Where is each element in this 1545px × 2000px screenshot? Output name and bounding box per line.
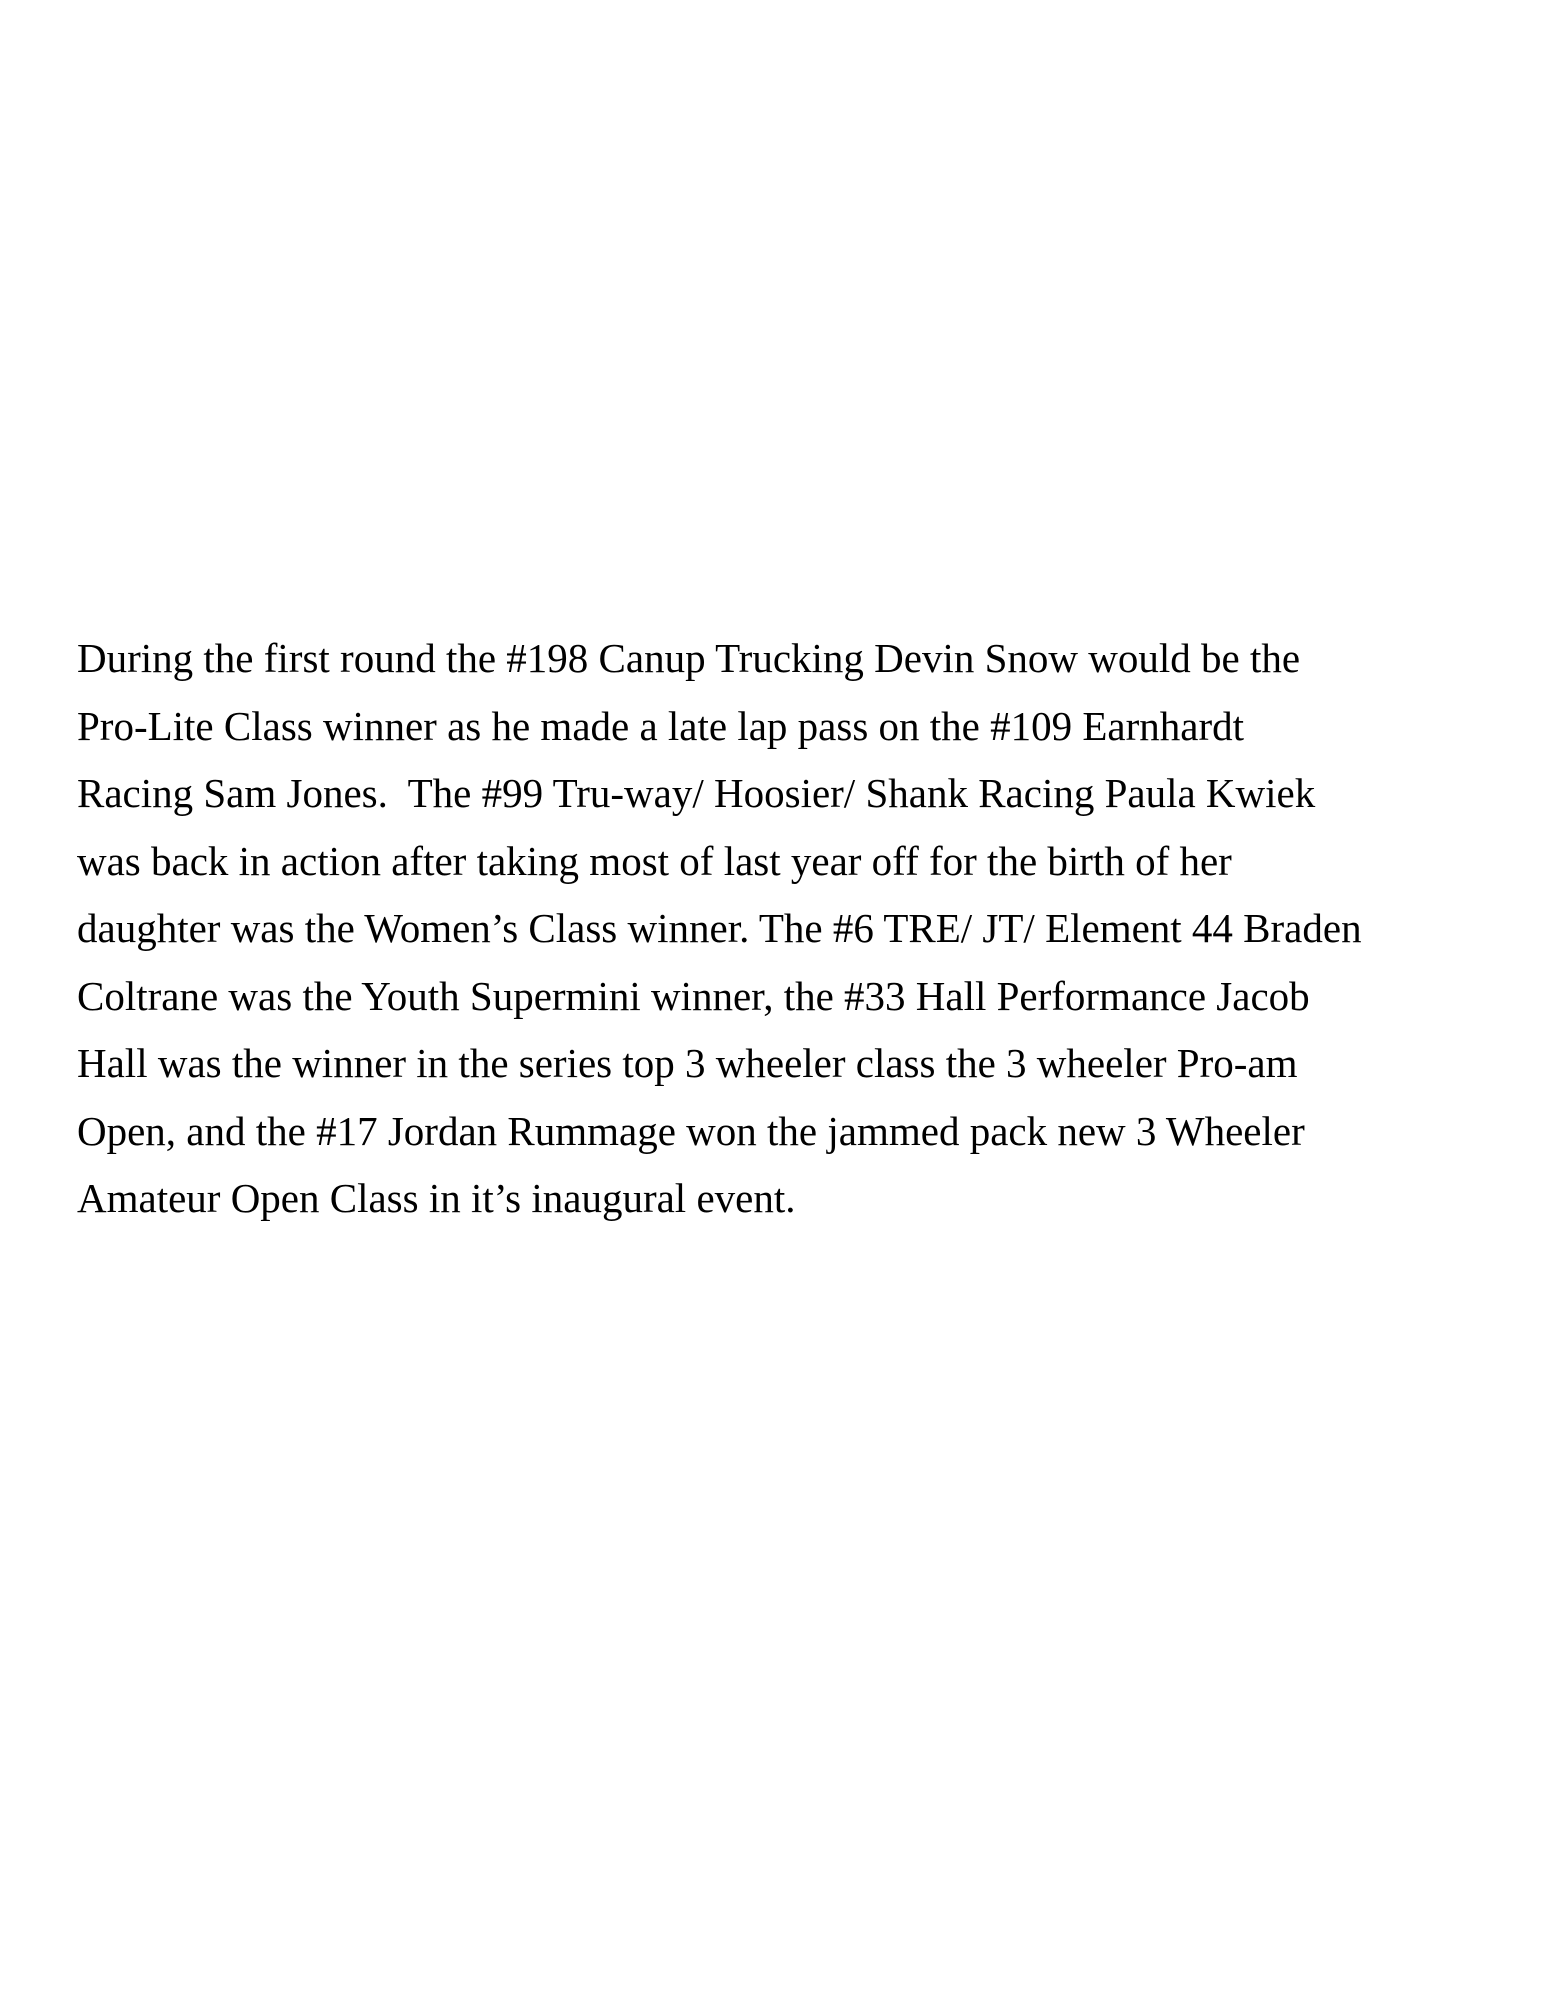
paragraph-line: Amateur Open Class in it’s inaugural event.: [77, 1175, 796, 1221]
paragraph-line: was back in action after taking most of last year off for the birth of her: [77, 837, 1232, 884]
paragraph-line: Pro-Lite Class winner as he made a late lap pass on the #109 Earnhardt: [77, 702, 1245, 749]
paragraph-line: Coltrane was the Youth Supermini winner, the #33 Hall Performance Jacob: [77, 972, 1310, 1019]
body-paragraph: [77, 625, 1517, 1233]
paragraph-line: Open, and the #17 Jordan Rummage won the jammed pack new 3 Wheeler: [77, 1107, 1305, 1154]
paragraph-line: Hall was the winner in the series top 3 wheeler class the 3 wheeler Pro-am: [77, 1040, 1298, 1086]
paragraph-line: Racing Sam Jones. The #99 Tru-way/ Hoosier/ Shank Racing Paula Kwiek: [77, 770, 1316, 816]
paragraph-line: During the first round the #198 Canup Trucking Devin Snow would be the: [77, 635, 1301, 681]
paragraph-line: daughter was the Women’s Class winner. The #6 TRE/ JT/ Element 44 Braden: [77, 905, 1362, 951]
